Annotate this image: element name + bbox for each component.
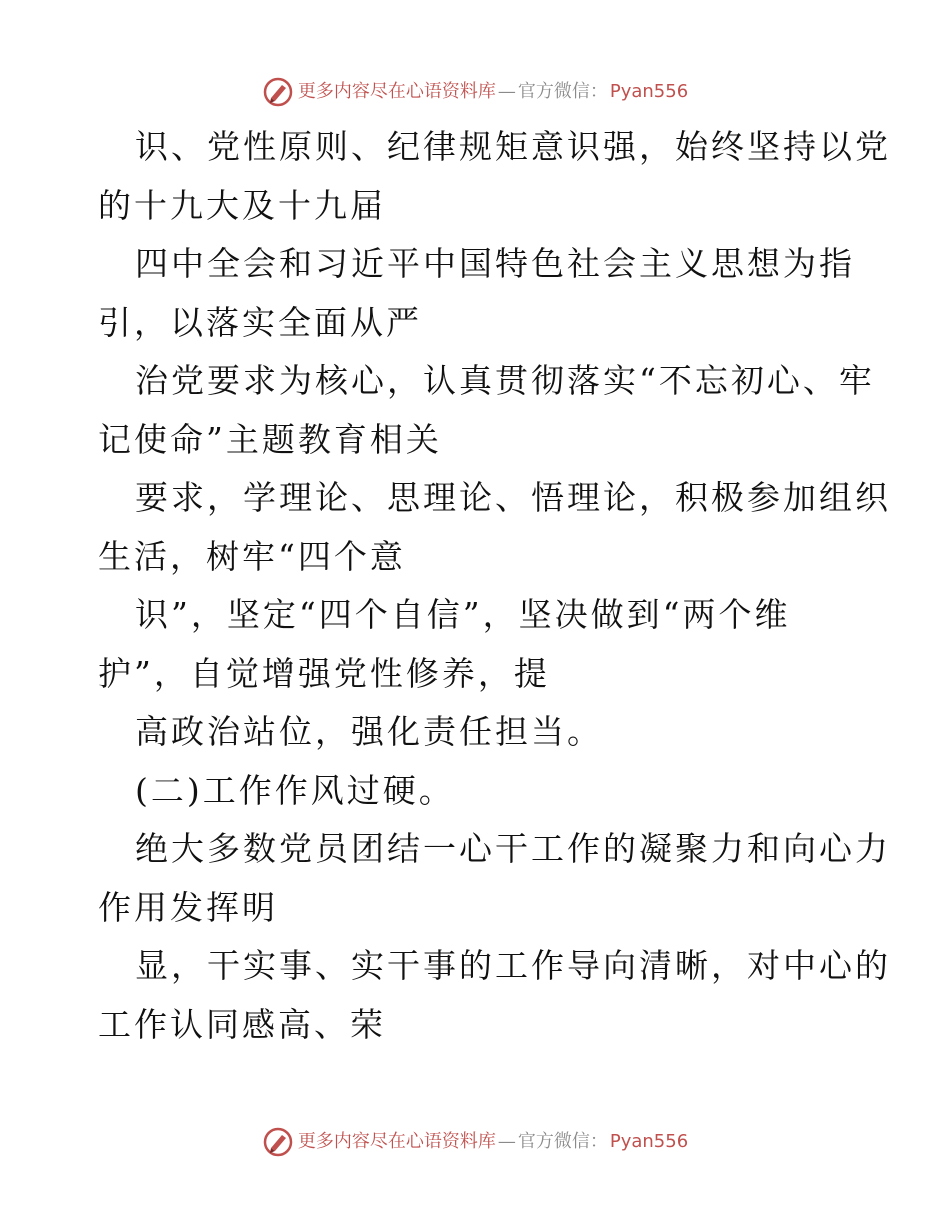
text-line: 生活，树牢“四个意 — [98, 536, 406, 576]
paragraph — [98, 352, 875, 469]
paragraph — [98, 235, 858, 352]
banner-dash: — — [497, 81, 516, 102]
banner-wechat-label: 官方微信： — [517, 1131, 608, 1152]
text-line: 高政治站位，强化责任担当。 — [135, 712, 603, 751]
text-line: (二)工作作风过硬。 — [135, 770, 455, 810]
paragraph — [98, 586, 858, 703]
paragraph — [98, 118, 891, 235]
banner-wechat-id: Pyan556 — [609, 81, 689, 102]
paragraph — [98, 703, 858, 762]
text-line: 工作认同感高、荣 — [98, 1004, 386, 1044]
text-line: 作用发挥明 — [98, 887, 278, 927]
document-body — [98, 118, 891, 1054]
text-line: 四中全会和习近平中国特色社会主义思想为指 — [135, 244, 855, 283]
banner-wechat-label: 官方微信： — [517, 81, 608, 102]
text-line: 显，干实事、实干事的工作导向清晰，对中心的 — [135, 946, 891, 985]
header-banner — [0, 76, 950, 108]
text-line: 识”，坚定“四个自信”，坚决做到“两个维 — [135, 595, 791, 634]
text-line: 引，以落实全面从严 — [98, 302, 422, 342]
banner-title: 更多内容尽在心语资料库 — [297, 81, 496, 102]
banner-dash: — — [497, 1131, 516, 1152]
banner-title: 更多内容尽在心语资料库 — [297, 1131, 496, 1152]
paragraph — [98, 469, 891, 586]
text-line: 的十九大及十九届 — [98, 185, 386, 225]
text-line: 护”，自觉增强党性修养，提 — [98, 653, 550, 693]
paragraph — [98, 820, 891, 937]
pen-logo-icon — [262, 1126, 294, 1158]
paragraph — [98, 937, 891, 1054]
text-line: 绝大多数党员团结一心干工作的凝聚力和向心力 — [135, 829, 891, 868]
section-heading — [98, 762, 858, 821]
text-line: 治党要求为核心，认真贯彻落实“不忘初心、牢 — [135, 361, 875, 400]
banner-wechat-id: Pyan556 — [609, 1131, 689, 1152]
pen-logo-icon — [262, 76, 294, 108]
text-line: 记使命”主题教育相关 — [98, 419, 442, 459]
footer-banner — [0, 1126, 950, 1158]
text-line: 识、党性原则、纪律规矩意识强，始终坚持以党 — [135, 127, 891, 166]
text-line: 要求，学理论、思理论、悟理论，积极参加组织 — [135, 478, 891, 517]
